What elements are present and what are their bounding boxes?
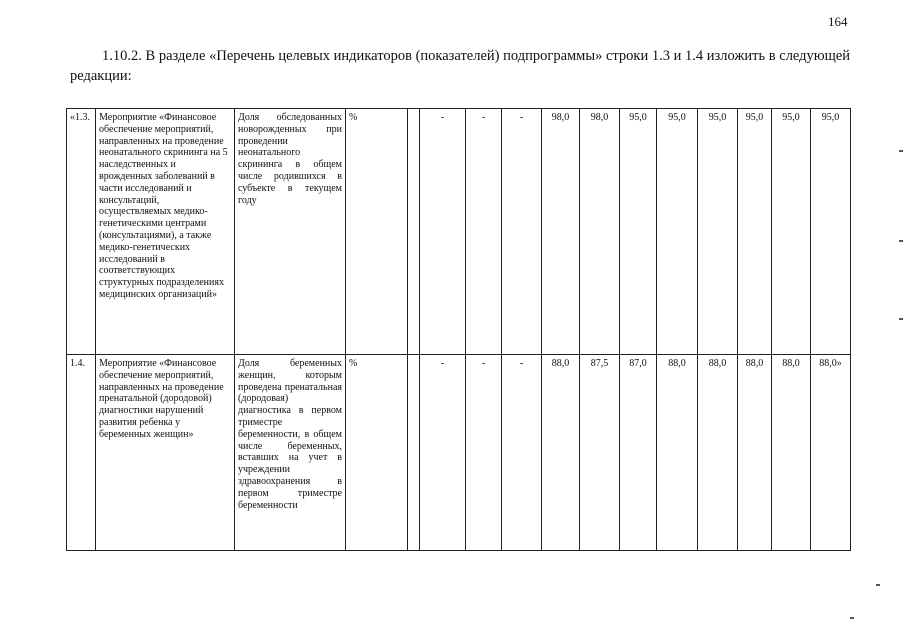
value-cell: 95,0 [772,109,811,355]
event-cell: Мероприятие «Финансовое обеспечение мероприятий, направленных на проведение пренатальной (дородовой) диагностики нарушений развития ребенка у беременных женщин» [96,355,235,551]
table-row [67,109,851,355]
value-cell: 98,0 [580,109,620,355]
value-cell: 88,0 [698,355,738,551]
value-cell: 88,0 [657,355,698,551]
value-cell: - [466,355,502,551]
scan-speck [899,150,903,152]
unit-cell: % [346,109,408,355]
scan-speck [850,617,854,619]
value-cell: 87,5 [580,355,620,551]
value-cell: - [502,109,542,355]
blank-cell [408,355,420,551]
indicator-cell: Доля беременных женщин, которым проведена пренатальная (дородовая) диагностика в первом триместре беременности, в общем числе беременных, вставших на учет в учреждении здравоохранения в первом триместре беременности [235,355,346,551]
value-cell: 98,0 [542,109,580,355]
value-cell: 95,0 [811,109,851,355]
intro-paragraph: 1.10.2. В разделе «Перечень целевых индикаторов (показателей) подпрограммы» строки 1.3 и 1.4 изложить в следующей редакции: [70,48,850,84]
event-cell: Мероприятие «Финансовое обеспечение мероприятий, направленных на проведение неонатального скрининга на 5 наследственных и врожденных заболеваний в части исследований и консультаций, осуществляемых медико-генетическими центрами (консультациями), а также медико-генетических исследований в соответствующих структурных подразделениях медицинских организаций» [96,109,235,355]
blank-cell [408,109,420,355]
value-cell: 88,0» [811,355,851,551]
value-cell: - [420,355,466,551]
value-cell: - [466,109,502,355]
row-number-cell: 1.4. [67,355,96,551]
value-cell: - [420,109,466,355]
row-number-cell: «1.3. [67,109,96,355]
value-cell: 88,0 [738,355,772,551]
value-cell: 95,0 [698,109,738,355]
page-number: 164 [828,14,848,29]
scan-speck [899,240,903,242]
value-cell: 87,0 [620,355,657,551]
value-cell: 88,0 [542,355,580,551]
value-cell: - [502,355,542,551]
scan-speck [899,318,903,320]
indicators-table [66,108,851,551]
unit-cell: % [346,355,408,551]
value-cell: 88,0 [772,355,811,551]
scan-speck [876,584,880,586]
value-cell: 95,0 [620,109,657,355]
value-cell: 95,0 [657,109,698,355]
value-cell: 95,0 [738,109,772,355]
indicator-cell: Доля обследованных новорожденных при проведении неонатального скрининга в общем числе родившихся в субъекте в текущем году [235,109,346,355]
table-row [67,355,851,551]
